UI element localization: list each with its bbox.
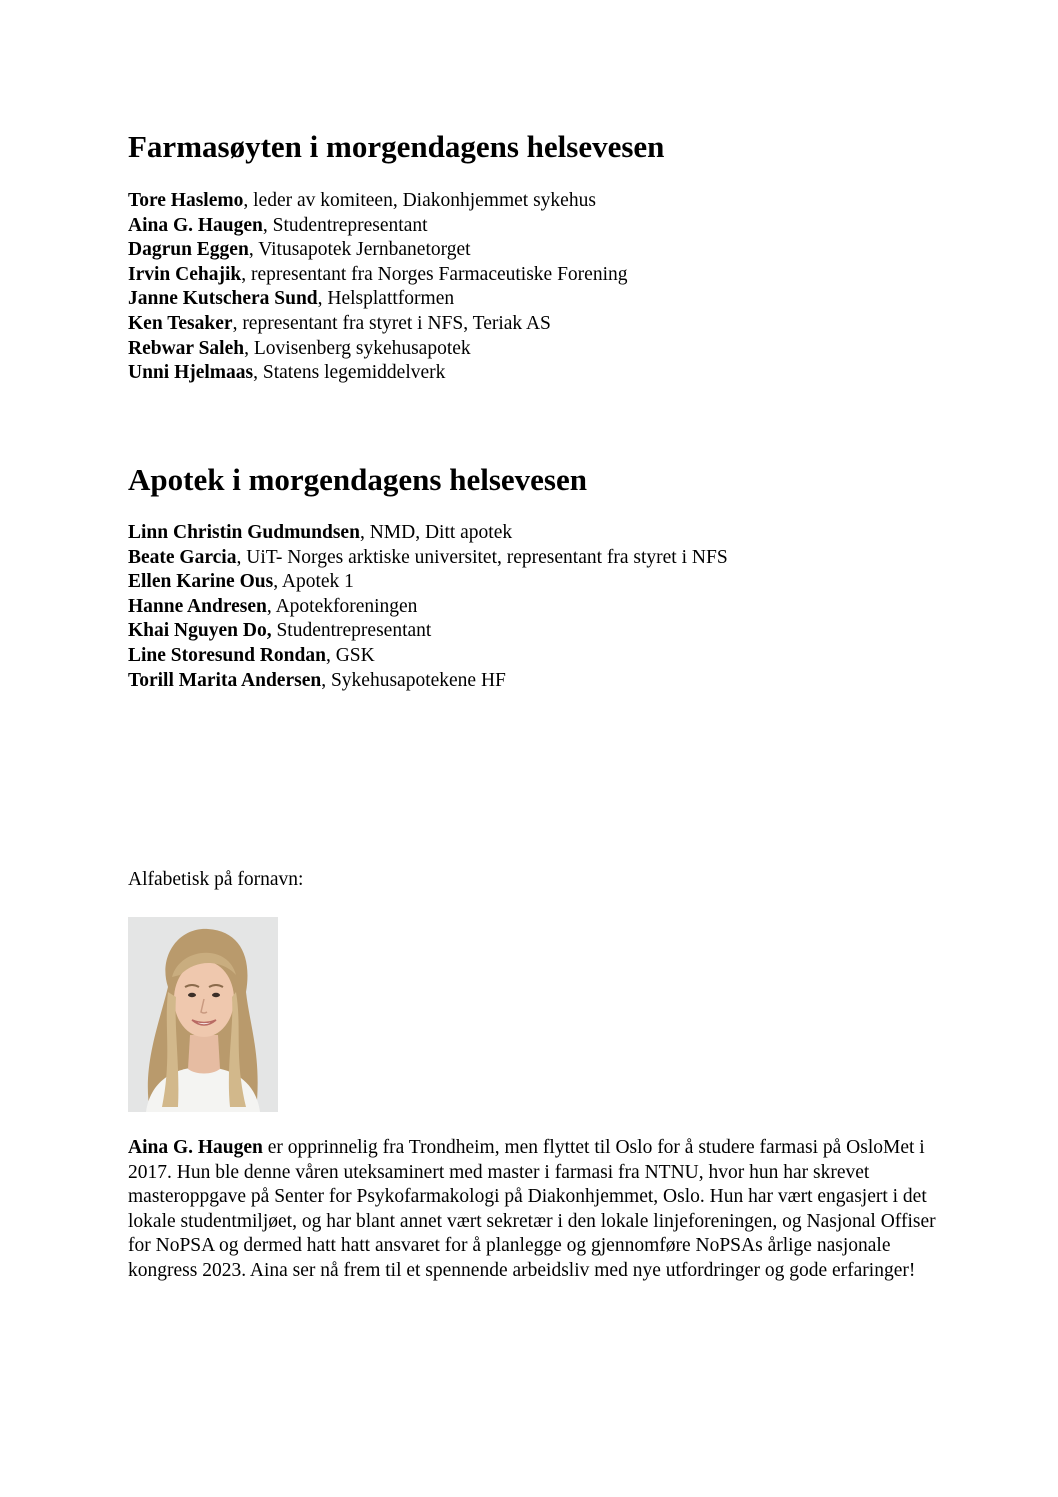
- member-name: Linn Christin Gudmundsen: [128, 522, 360, 543]
- section-title-pharmacist: Farmasøyten i morgendagens helsevesen: [128, 129, 665, 164]
- member-desc: , Vitusapotek Jernbanetorget: [248, 239, 471, 261]
- member-row: [128, 263, 628, 288]
- member-name: Ellen Karine Ous: [128, 571, 274, 593]
- member-name: Aina G. Haugen: [128, 214, 263, 236]
- bio-paragraph: [128, 1136, 948, 1284]
- member-row: [128, 189, 628, 214]
- member-desc: Studentrepresentant: [271, 620, 432, 642]
- member-desc: , GSK: [325, 644, 375, 666]
- member-desc: , Studentrepresentant: [262, 214, 428, 236]
- member-row: [128, 546, 728, 571]
- member-row: [128, 644, 728, 669]
- member-desc: , Apotekforeningen: [266, 595, 418, 617]
- member-desc: , NMD, Ditt apotek: [359, 522, 513, 543]
- portrait-photo: [128, 917, 278, 1112]
- member-row: [128, 669, 728, 694]
- member-name: Ken Tesaker: [128, 312, 233, 334]
- member-desc: , representant fra styret i NFS, Teriak AS: [232, 312, 551, 334]
- member-name: Torill Marita Andersen: [128, 669, 322, 691]
- member-row: [128, 238, 628, 263]
- member-desc: , Apotek 1: [273, 571, 354, 593]
- member-row: [128, 312, 628, 337]
- bio-text: er opprinnelig fra Trondheim, men flyttet til Oslo for å studere farmasi på OsloMet i 2017. Hun ble denne våren uteksaminert med master i farmasi fra NTNU, hvor hun har skrevet masteroppgave på Senter for Psykofarmakologi på Diakonhjemmet, Oslo. Hun har vært engasjert i det lokale studentmiljøet, og har blant annet vært sekretær i den lokale linjeforeningen, og Nasjonal Offiser for NoPSA og dermed hatt hatt ansvaret for å planlegge og gjennomføre NoPSAs årlige nasjonale kongress 2023. Aina ser nå frem til et spennende arbeidsliv med nye utfordringer og gode erfaringer!: [128, 1137, 936, 1281]
- section-title-pharmacy: Apotek i morgendagens helsevesen: [128, 462, 587, 497]
- member-row: [128, 570, 728, 595]
- member-row: [128, 361, 628, 386]
- member-desc: , representant fra Norges Farmaceutiske Forening: [241, 263, 628, 285]
- member-row: [128, 214, 628, 239]
- member-name: Line Storesund Rondan: [128, 644, 326, 666]
- member-name: Irvin Cehajik: [128, 263, 242, 285]
- alphabetical-note: Alfabetisk på fornavn:: [128, 869, 304, 890]
- member-desc: , Sykehusapotekene HF: [321, 669, 506, 691]
- member-name: Rebwar Saleh: [128, 337, 245, 359]
- member-desc: , Statens legemiddelverk: [253, 362, 446, 384]
- member-name: Khai Nguyen Do,: [128, 620, 272, 642]
- committee-list-1: [128, 189, 628, 386]
- member-desc: , Lovisenberg sykehusapotek: [244, 337, 471, 359]
- member-desc: , Helsplattformen: [317, 288, 455, 310]
- member-name: Beate Garcia: [128, 546, 237, 568]
- member-name: Dagrun Eggen: [128, 239, 249, 261]
- member-name: Hanne Andresen: [128, 595, 267, 617]
- member-row: [128, 287, 628, 312]
- member-desc: , UiT- Norges arktiske universitet, representant fra styret i NFS: [236, 546, 728, 568]
- member-row: [128, 521, 728, 546]
- member-row: [128, 619, 728, 644]
- member-name: Unni Hjelmaas: [128, 362, 254, 384]
- member-row: [128, 595, 728, 620]
- committee-list-2: [128, 521, 728, 693]
- bio-name: Aina G. Haugen: [128, 1137, 263, 1158]
- member-name: Tore Haslemo: [128, 190, 244, 211]
- member-name: Janne Kutschera Sund: [128, 288, 318, 310]
- member-row: [128, 337, 628, 362]
- member-desc: , leder av komiteen, Diakonhjemmet sykehus: [243, 190, 596, 211]
